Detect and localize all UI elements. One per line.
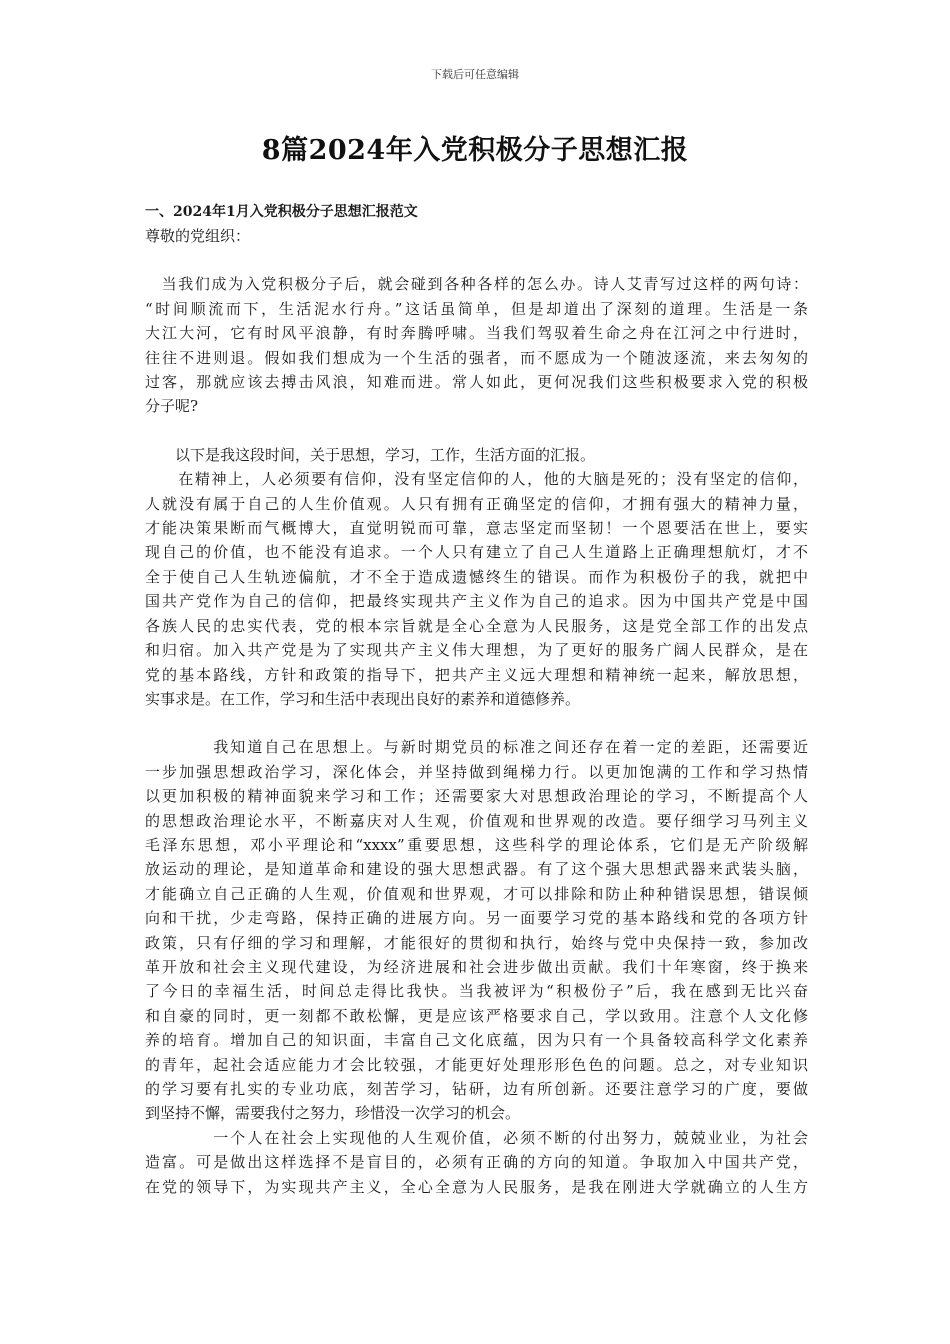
text-line: 人就没有属于自己的人生价值观。人只有拥有正确坚定的信仰，才拥有强大的精神力量， bbox=[145, 494, 808, 513]
text-line: 和归宿。加入共产党是为了实现共产主义伟大理想，为了更好的服务广阔人民群众，是在 bbox=[145, 641, 808, 660]
paragraph-gap bbox=[145, 419, 808, 443]
text-line: “时间顺流而下，生活泥水行舟。”这话虽简单，但是却道出了深刻的道理。生活是一条 bbox=[145, 299, 808, 318]
text-line: 养的培育。增加自己的知识面，丰富自己文化底蕴，因为只有一个具备较高科学文化素养 bbox=[145, 1031, 808, 1050]
paragraph-4 bbox=[145, 735, 808, 1126]
text-line: 在党的领导下，为实现共产主义，全心全意为人民服务，是我在刚进大学就确立的人生方 bbox=[145, 1177, 808, 1196]
text-line: 的青年，起社会适应能力才会比较强，才能更好处理形形色色的问题。总之，对专业知识 bbox=[145, 1055, 808, 1074]
header-note: 下载后可任意编辑 bbox=[431, 68, 519, 81]
text-line: 以下是我这段时间，关于思想，学习，工作，生活方面的汇报。 bbox=[145, 445, 596, 464]
document-title: 8篇2024年入党积极分子思想汇报 bbox=[261, 135, 689, 166]
text-line: 以更加积极的精神面貌来学习和工作；还需要家大对思想政治理论的学习，不断提高个人 bbox=[145, 787, 808, 806]
text-line: 放运动的理论，是知道革命和建设的强大思想武器。有了这个强大思想武器来武装头脑， bbox=[145, 860, 808, 879]
text-line: 现自己的价值，也不能没有追求。一个人只有建立了自己人生道路上正确理想航灯，才不 bbox=[145, 543, 808, 562]
paragraph-gap bbox=[145, 248, 808, 272]
text-line: 过客，那就应该去搏击风浪，知难而进。常人如此，更何况我们这些积极要求入党的积极 bbox=[145, 373, 808, 392]
text-line: 政策，只有仔细的学习和理解，才能很好的贯彻和执行，始终与党中央保持一致，参加改 bbox=[145, 933, 808, 952]
text-line: 在精神上，人必须要有信仰，没有坚定信仰的人，他的大脑是死的；没有坚定的信仰， bbox=[145, 470, 808, 489]
text-line: 国共产党作为自己的信仰，把最终实现共产主义作为自己的追求。因为中国共产党是中国 bbox=[145, 592, 808, 611]
text-line: 我知道自己在思想上。与新时期党员的标准之间还存在着一定的差距，还需要近 bbox=[145, 738, 808, 757]
text-line: 到坚持不懈，需要我付之努力，珍惜没一次学习的机会。 bbox=[145, 1104, 521, 1123]
text-line: 分子呢? bbox=[145, 397, 199, 416]
text-line: 的思想政治理论水平，不断嘉庆对人生观，价值观和世界观的改造。要仔细学习马列主义 bbox=[145, 811, 808, 830]
text-line: 毛泽东思想，邓小平理论和“xxxx”重要思想，这些科学的理论体系，它们是无产阶级解 bbox=[145, 835, 808, 854]
text-line: 和自豪的同时，更一刻都不敢松懈，更是应该严格要求自己，学以致用。注意个人文化修 bbox=[145, 1006, 808, 1025]
text-line: 全于使自己人生轨迹偏航，才不全于造成遗憾终生的错误。而作为积极份子的我，就把中 bbox=[145, 567, 808, 586]
text-line: 才能确立自己正确的人生观，价值观和世界观，才可以排除和防止种种错误思想，错误倾 bbox=[145, 884, 808, 903]
text-line: 向和干扰，少走弯路，保持正确的进展方向。另一面要学习党的基本路线和党的各项方针 bbox=[145, 909, 808, 928]
text-line: 往往不进则退。假如我们想成为一个生活的强者，而不愿成为一个随波逐流，来去匆匆的 bbox=[145, 348, 808, 367]
paragraph-1 bbox=[145, 272, 808, 418]
text-line: 党的基本路线，方针和政策的指导下，把共产主义远大理想和精神统一起来，解放思想， bbox=[145, 665, 808, 684]
salutation: 尊敬的党组织： bbox=[145, 227, 251, 245]
text-line: 了今日的幸福生活，时间总走得比我快。当我被评为“积极份子”后，我在感到无比兴奋 bbox=[145, 982, 808, 1001]
paragraph-2 bbox=[145, 443, 808, 467]
paragraph-5 bbox=[145, 1126, 808, 1199]
text-line: 的学习要有扎实的专业功底，刻苦学习，钻研，边有所创新。还要注意学习的广度，要做 bbox=[145, 1080, 808, 1098]
text-line: 大江大河，它有时风平浪静，有时奔腾呼啸。当我们驾驭着生命之舟在江河之中行进时， bbox=[145, 324, 808, 343]
text-line: 各族人民的忠实代表，党的根本宗旨就是全心全意为人民服务，这是党全部工作的出发点 bbox=[145, 616, 808, 635]
text-line: 造富。可是做出这样选择不是盲目的，必须有正确的方向的知道。争取加入中国共产党， bbox=[145, 1153, 808, 1172]
text-line: 一个人在社会上实现他的人生观价值，必须不断的付出努力，兢兢业业，为社会 bbox=[145, 1128, 808, 1147]
document-body bbox=[145, 200, 808, 1199]
section-heading: 一、2024年1月入党积极分子思想汇报范文 bbox=[145, 204, 418, 220]
text-line: 当我们成为入党积极分子后，就会碰到各种各样的怎么办。诗人艾青写过这样的两句诗： bbox=[145, 275, 808, 294]
paragraph-gap bbox=[145, 711, 808, 735]
text-line: 一步加强思想政治学习，深化体会，并坚持做到绳梯力行。以更加饱满的工作和学习热情 bbox=[145, 762, 808, 781]
text-line: 才能决策果断而气概博大，直觉明锐而可靠，意志坚定而坚韧！一个恩要活在世上，要实 bbox=[145, 519, 808, 538]
text-line: 革开放和社会主义现代建设，为经济进展和社会进步做出贡献。我们十年寒窗，终于换来 bbox=[145, 957, 808, 976]
text-line: 实事求是。在工作，学习和生活中表现出良好的素养和道德修养。 bbox=[145, 689, 581, 708]
paragraph-3 bbox=[145, 467, 808, 711]
